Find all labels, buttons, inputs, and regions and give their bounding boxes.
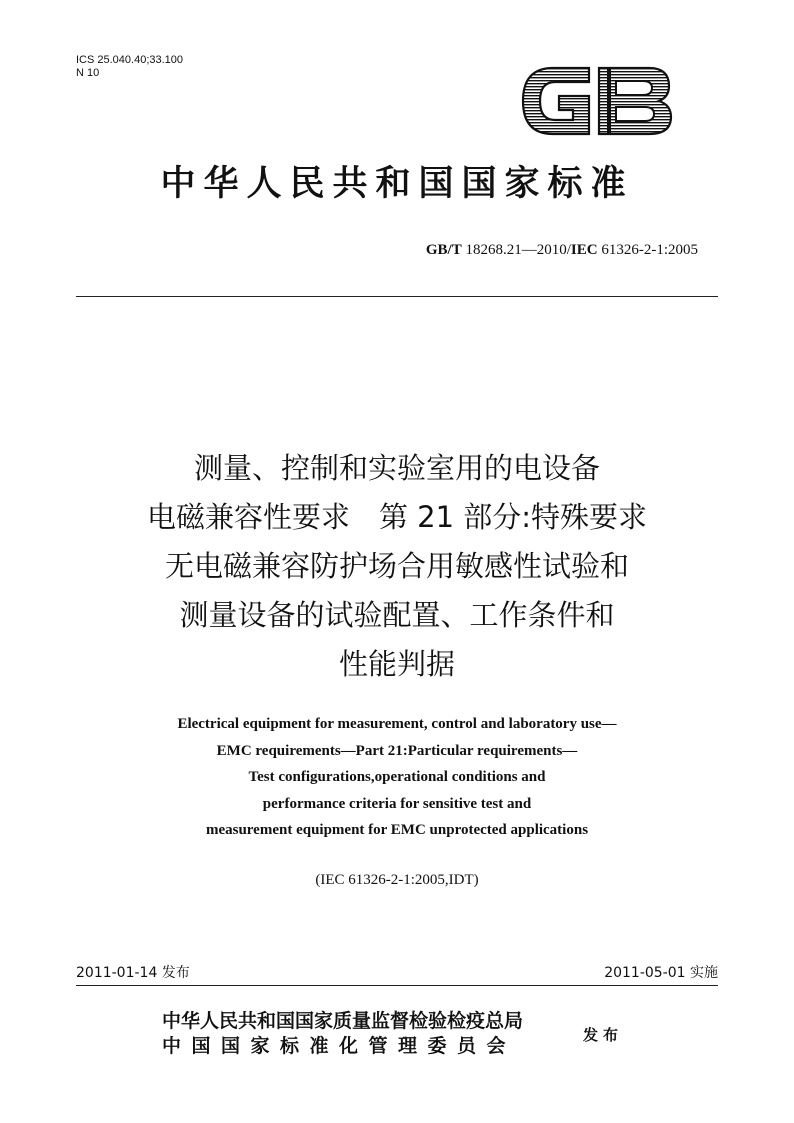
standard-prefix: GB/T [425, 242, 462, 258]
standard-code: 18268.21—2010/ [465, 242, 571, 258]
implementation-date: 2011-05-01 实施 [604, 965, 718, 981]
iec-prefix: IEC [570, 242, 598, 258]
english-title-line: measurement equipment for EMC unprotected applications [205, 822, 589, 838]
ics-code: ICS 25.040.40;33.100 [76, 54, 184, 66]
authority-line: 中华人民共和国国家质量监督检验检疫总局 [162, 1010, 524, 1032]
chinese-title-line: 性能判据 [338, 647, 455, 681]
iec-code: 61326-2-1:2005 [601, 242, 698, 258]
english-title [0, 711, 794, 844]
publish-label: 发布 [583, 1026, 624, 1044]
bottom-divider [76, 985, 718, 986]
chinese-title [0, 444, 794, 689]
english-title-line: performance criteria for sensitive test and [262, 795, 532, 812]
gb-logo-icon [519, 62, 675, 140]
issue-date: 2011-01-14 发布 [76, 965, 190, 981]
ccs-code: N 10 [76, 67, 100, 79]
chinese-title-line: 测量设备的试验配置、工作条件和 [179, 598, 615, 632]
english-title-line: Test configurations,operational conditions and [248, 769, 546, 785]
national-standard-title: 中华人民共和国国家标准 [160, 163, 634, 204]
authority-line: 中国国家标准化管理委员会 [162, 1035, 517, 1057]
chinese-title-line: 无电磁兼容防护场合用敏感性试验和 [164, 549, 629, 583]
english-title-line: Electrical equipment for measurement, control and laboratory use— [177, 716, 617, 732]
chinese-title-line: 测量、控制和实验室用的电设备 [193, 451, 600, 485]
issuing-authorities [162, 1009, 523, 1059]
english-title-line: EMC requirements—Part 21:Particular requirements— [216, 742, 578, 759]
iec-reference: (IEC 61326-2-1:2005,IDT) [315, 872, 479, 888]
standard-number [426, 241, 698, 259]
chinese-title-line: 电磁兼容性要求 第 21 部分:特殊要求 [146, 500, 648, 534]
top-divider [76, 296, 718, 297]
